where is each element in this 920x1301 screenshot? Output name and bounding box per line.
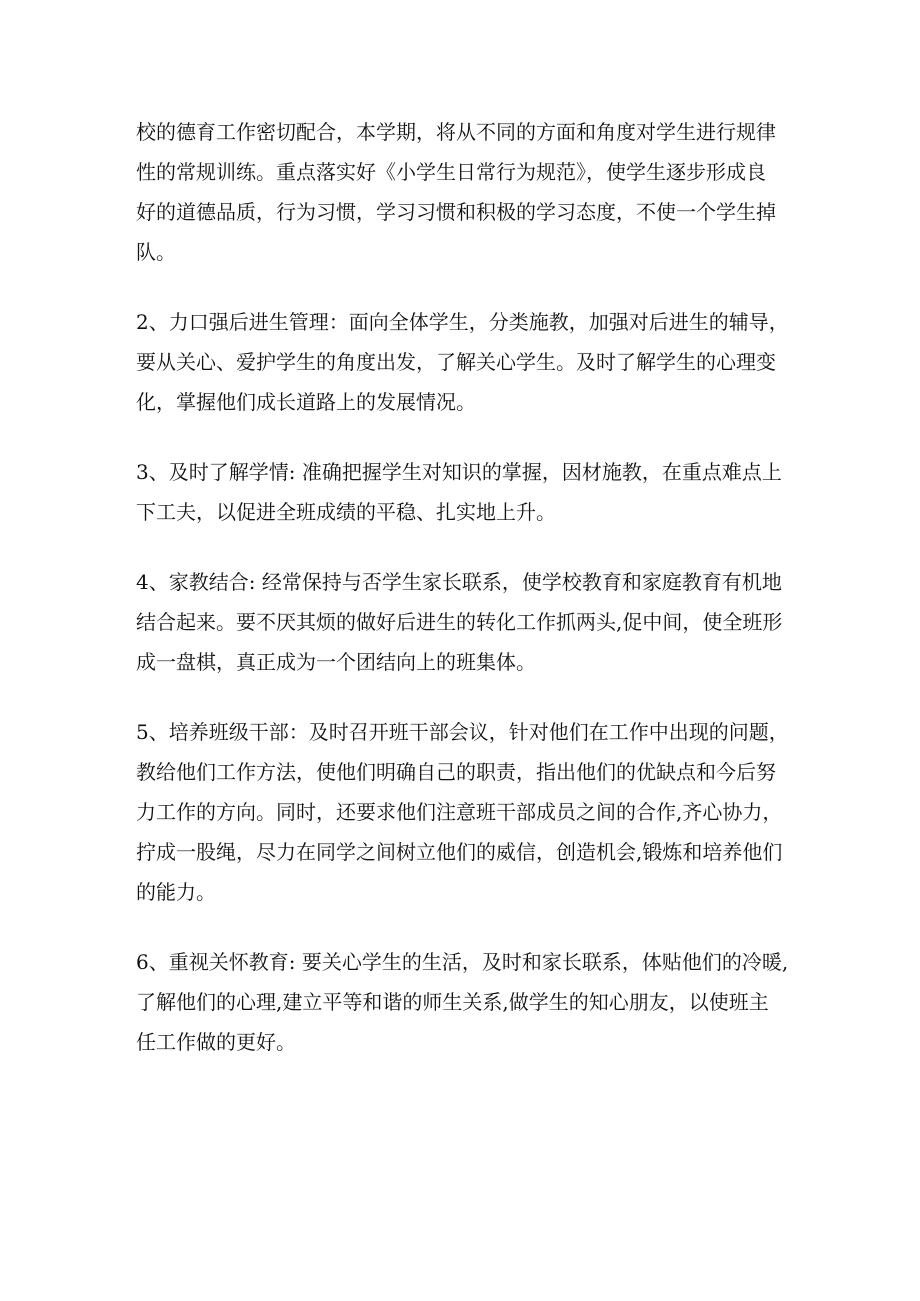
text-line: 的能力。 bbox=[136, 880, 216, 904]
text-line: 结合起来。要不厌其烦的做好后进生的转化工作抓两头,促中间，使全班形 bbox=[136, 610, 783, 634]
text-line: 了解他们的心理,建立平等和谐的师生关系,做学生的知心朋友，以使班主 bbox=[136, 990, 769, 1014]
text-line: 好的道德品质，行为习惯，学习习惯和积极的学习态度，不使一个学生掉 bbox=[136, 200, 776, 224]
paragraph-item-6 bbox=[136, 942, 808, 1062]
text-line: 4、家教结合: 经常保持与否学生家长联系，使学校教育和家庭教育有机地 bbox=[136, 570, 782, 594]
text-line: 下工夫，以促进全班成绩的平稳、扎实地上升。 bbox=[136, 500, 556, 524]
paragraph-item-3 bbox=[136, 452, 808, 532]
text-line: 队。 bbox=[136, 240, 176, 264]
text-line: 2、力口强后进生管理：面向全体学生，分类施教，加强对后进生的辅导， bbox=[136, 310, 789, 334]
text-line: 6、重视关怀教育: 要关心学生的生活，及时和家长联系，体贴他们的冷暖, bbox=[136, 950, 789, 974]
text-line: 力工作的方向。同时，还要求他们注意班干部成员之间的合作,齐心协力， bbox=[136, 800, 783, 824]
text-line: 成一盘棋，真正成为一个团结向上的班集体。 bbox=[136, 650, 536, 674]
text-line: 要从关心、爱护学生的角度出发，了解关心学生。及时了解学生的心理变 bbox=[136, 350, 776, 374]
text-line: 化，掌握他们成长道路上的发展情况。 bbox=[136, 390, 476, 414]
paragraph-item-4 bbox=[136, 562, 808, 682]
text-line: 性的常规训练。重点落实好《小学生日常行为规范》，使学生逐步形成良 bbox=[136, 160, 766, 184]
text-line: 教给他们工作方法，使他们明确自己的职责，指出他们的优缺点和今后努 bbox=[136, 760, 776, 784]
text-line: 5、培养班级干部：及时召开班干部会议，针对他们在工作中出现的问题， bbox=[136, 720, 789, 744]
paragraph-intro-continuation bbox=[136, 112, 808, 272]
paragraph-item-2 bbox=[136, 302, 808, 422]
document-body bbox=[136, 112, 808, 1092]
text-line: 任工作做的更好。 bbox=[136, 1030, 296, 1054]
text-line: 校的德育工作密切配合，本学期，将从不同的方面和角度对学生进行规律 bbox=[136, 120, 776, 144]
text-line: 3、及时了解学情: 准确把握学生对知识的掌握，因材施教，在重点难点上 bbox=[136, 460, 782, 484]
paragraph-item-5 bbox=[136, 712, 808, 912]
text-line: 拧成一股绳，尽力在同学之间树立他们的威信，创造机会,锻炼和培养他们 bbox=[136, 840, 783, 864]
